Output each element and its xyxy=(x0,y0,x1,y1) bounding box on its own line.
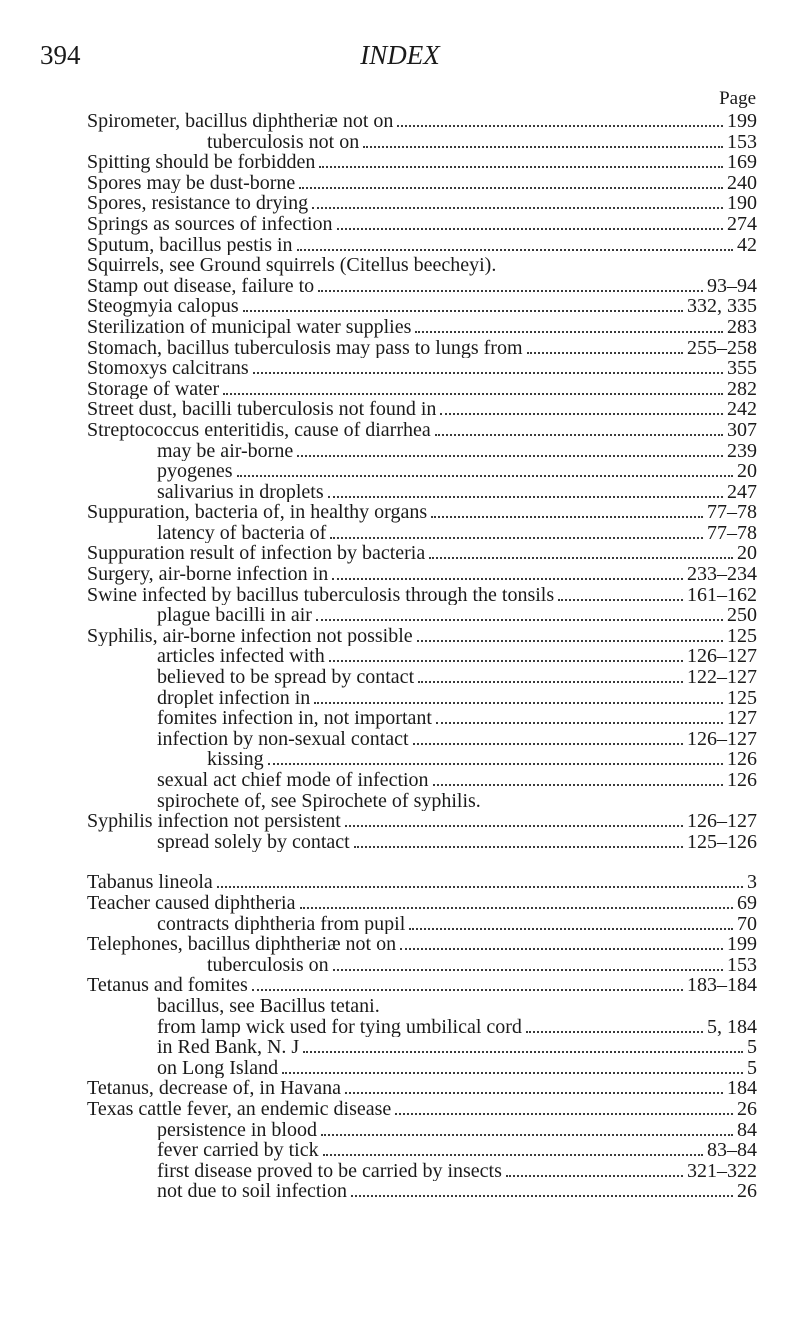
index-entry xyxy=(87,214,757,235)
dot-leader xyxy=(243,310,683,312)
dot-leader xyxy=(319,166,723,168)
entry-page: 153 xyxy=(727,954,757,976)
entry-page: 70 xyxy=(737,913,757,935)
index-entry xyxy=(87,1140,757,1161)
entry-text: infection by non-sexual contact xyxy=(157,728,409,750)
dot-leader xyxy=(433,784,723,786)
index-entry xyxy=(87,914,757,935)
dot-leader xyxy=(395,1113,733,1115)
index-entry xyxy=(87,1181,757,1202)
index-entry xyxy=(87,502,757,523)
index-entry xyxy=(87,934,757,955)
index-entry xyxy=(87,626,757,647)
index-entry xyxy=(87,646,757,667)
entry-text: Stamp out disease, failure to xyxy=(87,275,315,297)
index-entry xyxy=(87,235,757,256)
index-entry xyxy=(87,255,757,276)
dot-leader xyxy=(413,743,683,745)
entry-text: Sputum, bacillus pestis in xyxy=(87,234,293,256)
dot-leader xyxy=(318,290,703,292)
entry-text: tuberculosis on xyxy=(207,954,329,976)
entry-text: pyogenes xyxy=(157,461,233,482)
index-entry xyxy=(87,1161,757,1182)
index-entry xyxy=(87,996,757,1017)
dot-leader xyxy=(297,249,733,251)
entry-page: 242 xyxy=(727,399,757,420)
entry-page: 190 xyxy=(727,193,757,214)
entry-text: not due to soil infection xyxy=(157,1181,347,1202)
dot-leader xyxy=(303,1051,743,1053)
entry-text: Suppuration, bacteria of, in healthy organs xyxy=(87,502,428,523)
dot-leader xyxy=(252,989,683,991)
index-entry xyxy=(87,811,757,832)
dot-leader xyxy=(300,907,734,909)
dot-leader xyxy=(268,763,723,765)
index-entry xyxy=(87,173,757,194)
page-number: 394 xyxy=(40,40,81,70)
entry-page: 20 xyxy=(737,543,757,565)
entry-text: Surgery, air-borne infection in xyxy=(87,564,329,585)
dot-leader xyxy=(558,599,683,601)
entry-text: spread solely by contact xyxy=(157,831,350,853)
entry-page: 247 xyxy=(727,481,757,503)
page-title: INDEX xyxy=(360,40,440,70)
entry-page: 255–258 xyxy=(687,337,757,359)
index-entry xyxy=(87,379,757,400)
dot-leader xyxy=(354,846,683,848)
dot-leader xyxy=(323,1154,703,1156)
entry-text: Spitting should be forbidden xyxy=(87,152,316,173)
entry-page: 5 xyxy=(747,1057,757,1079)
index-entry xyxy=(87,317,757,338)
entry-page: 127 xyxy=(727,708,757,729)
index-entry xyxy=(87,1099,757,1120)
dot-leader xyxy=(223,393,723,395)
entry-text: Suppuration result of infection by bacteria xyxy=(87,543,426,565)
index-entry xyxy=(87,461,757,482)
entry-page: 199 xyxy=(727,111,757,132)
entry-page: 240 xyxy=(727,172,757,194)
index-entry xyxy=(87,441,757,462)
entry-text: Spores, resistance to drying xyxy=(87,193,309,214)
index-entry xyxy=(87,791,757,812)
entry-text: fever carried by tick xyxy=(157,1140,319,1161)
index-entry xyxy=(87,399,757,420)
index-entry xyxy=(87,543,757,564)
entry-text: plague bacilli in air xyxy=(157,605,312,626)
entry-page: 126–127 xyxy=(687,646,757,668)
entry-text: Tabanus lineola xyxy=(87,872,213,893)
entry-page: 233–234 xyxy=(687,564,757,585)
dot-leader xyxy=(436,722,723,724)
entry-text: Spirometer, bacillus diphtheriæ not on xyxy=(87,111,394,132)
dot-leader xyxy=(351,1195,733,1197)
dot-leader xyxy=(409,928,733,930)
entry-page: 199 xyxy=(727,934,757,955)
dot-leader xyxy=(345,1092,723,1094)
entry-text: tuberculosis not on xyxy=(207,131,360,153)
entry-page: 126–127 xyxy=(687,811,757,832)
entry-page: 126–127 xyxy=(687,728,757,750)
entry-page: 321–322 xyxy=(687,1160,757,1182)
entry-page: 77–78 xyxy=(707,502,757,523)
entry-text: Teacher caused diphtheria xyxy=(87,892,296,914)
entry-page: 307 xyxy=(727,419,757,441)
dot-leader xyxy=(418,681,683,683)
entry-text: Springs as sources of infection xyxy=(87,213,333,235)
index-entry xyxy=(87,523,757,544)
dot-leader xyxy=(217,886,743,888)
dot-leader xyxy=(314,702,723,704)
entry-page: 126 xyxy=(727,770,757,791)
index-entry xyxy=(87,872,757,893)
entry-page: 332, 335 xyxy=(687,296,757,317)
dot-leader xyxy=(282,1072,743,1074)
entry-text: droplet infection in xyxy=(157,687,311,709)
entry-text: articles infected with xyxy=(157,646,325,668)
index-entry xyxy=(87,564,757,585)
entry-text: Spores may be dust-borne xyxy=(87,172,296,194)
dot-leader xyxy=(435,434,723,436)
entry-page: 69 xyxy=(737,892,757,914)
index-entry xyxy=(87,893,757,914)
index-entry xyxy=(87,276,757,297)
index-entry xyxy=(87,605,757,626)
index-entry xyxy=(87,1037,757,1058)
page-header xyxy=(40,40,760,80)
index-entry xyxy=(87,338,757,359)
dot-leader xyxy=(328,496,723,498)
entry-page: 125 xyxy=(727,625,757,647)
dot-leader xyxy=(506,1175,683,1177)
dot-leader xyxy=(316,619,723,621)
entry-page: 283 xyxy=(727,316,757,338)
index-entry xyxy=(87,585,757,606)
entry-text: Storage of water xyxy=(87,378,220,400)
entry-page: 153 xyxy=(727,131,757,153)
entry-page: 26 xyxy=(737,1181,757,1202)
entry-text: from lamp wick used for tying umbilical cord xyxy=(157,1016,522,1038)
dot-leader xyxy=(440,413,723,415)
entry-text: Stomach, bacillus tuberculosis may pass to lungs from xyxy=(87,337,523,359)
dot-leader xyxy=(337,228,723,230)
index-entry xyxy=(87,152,757,173)
entry-text: contracts diphtheria from pupil xyxy=(157,913,406,935)
dot-leader xyxy=(321,1134,733,1136)
entry-page: 250 xyxy=(727,605,757,626)
entry-text: latency of bacteria of xyxy=(157,522,327,544)
entry-text: Steogmyia calopus xyxy=(87,296,239,317)
index-entry xyxy=(87,955,757,976)
entry-text: on Long Island xyxy=(157,1057,279,1079)
index-entry xyxy=(87,667,757,688)
entry-page: 42 xyxy=(737,234,757,256)
entry-page: 3 xyxy=(747,872,757,893)
entry-page: 83–84 xyxy=(707,1140,757,1161)
dot-leader xyxy=(431,516,703,518)
entry-page: 126 xyxy=(727,749,757,770)
entry-text: sexual act chief mode of infection xyxy=(157,770,429,791)
entry-page: 184 xyxy=(727,1078,757,1099)
dot-leader xyxy=(397,125,723,127)
entry-text: in Red Bank, N. J xyxy=(157,1037,300,1058)
dot-leader xyxy=(417,640,723,642)
dot-leader xyxy=(527,352,684,354)
entry-page: 20 xyxy=(737,461,757,482)
index-entry xyxy=(87,1017,757,1038)
index-entry xyxy=(87,688,757,709)
index-entry xyxy=(87,193,757,214)
entry-page: 26 xyxy=(737,1098,757,1120)
entry-text: believed to be spread by contact xyxy=(157,667,415,688)
index-entry xyxy=(87,770,757,791)
index-entries xyxy=(87,111,757,1202)
dot-leader xyxy=(330,537,703,539)
entry-page: 274 xyxy=(727,213,757,235)
entry-page: 84 xyxy=(737,1119,757,1141)
entry-text: Street dust, bacilli tuberculosis not found in xyxy=(87,399,437,420)
index-entry xyxy=(87,358,757,379)
entry-page: 355 xyxy=(727,358,757,379)
entry-text: Texas cattle fever, an endemic disease xyxy=(87,1098,392,1120)
entry-text: Squirrels, see Ground squirrels (Citellus beecheyi). xyxy=(87,255,497,276)
entry-text: first disease proved to be carried by insects xyxy=(157,1160,502,1182)
entry-text: kissing xyxy=(207,749,264,770)
entry-text: spirochete of, see Spirochete of syphilis. xyxy=(157,790,481,812)
dot-leader xyxy=(333,969,723,971)
dot-leader xyxy=(363,146,723,148)
entry-text: may be air-borne xyxy=(157,440,294,462)
page-column-label: Page xyxy=(719,88,756,109)
index-entry xyxy=(87,749,757,770)
dot-leader xyxy=(429,557,733,559)
entry-text: Tetanus, decrease of, in Havana xyxy=(87,1078,342,1099)
index-entry xyxy=(87,482,757,503)
entry-page: 125 xyxy=(727,687,757,709)
index-entry xyxy=(87,975,757,996)
entry-page: 5 xyxy=(747,1037,757,1058)
index-entry xyxy=(87,132,757,153)
dot-leader xyxy=(400,948,723,950)
index-entry xyxy=(87,296,757,317)
entry-page: 282 xyxy=(727,378,757,400)
index-entry xyxy=(87,420,757,441)
entry-text: bacillus, see Bacillus tetani. xyxy=(157,995,380,1017)
index-entry xyxy=(87,729,757,750)
entry-page: 125–126 xyxy=(687,831,757,853)
entry-text: Streptococcus enteritidis, cause of diarrhea xyxy=(87,419,431,441)
entry-page: 5, 184 xyxy=(707,1016,757,1038)
entry-page: 169 xyxy=(727,152,757,173)
index-entry xyxy=(87,111,757,132)
dot-leader xyxy=(345,825,683,827)
entry-text: Telephones, bacillus diphtheriæ not on xyxy=(87,934,397,955)
entry-text: Tetanus and fomites xyxy=(87,975,248,996)
dot-leader xyxy=(297,455,723,457)
entry-page: 122–127 xyxy=(687,667,757,688)
dot-leader xyxy=(415,331,723,333)
index-entry xyxy=(87,1078,757,1099)
entry-page: 93–94 xyxy=(707,275,757,297)
index-entry xyxy=(87,832,757,853)
entry-page: 77–78 xyxy=(707,522,757,544)
entry-text: Syphilis infection not persistent xyxy=(87,811,341,832)
entry-text: Swine infected by bacillus tuberculosis through the tonsils xyxy=(87,584,555,606)
dot-leader xyxy=(299,187,723,189)
dot-leader xyxy=(329,660,683,662)
entry-text: persistence in blood xyxy=(157,1119,317,1141)
index-entry xyxy=(87,1120,757,1141)
entry-text: fomites infection in, not important xyxy=(157,708,432,729)
dot-leader xyxy=(253,372,723,374)
dot-leader xyxy=(237,475,733,477)
entry-page: 161–162 xyxy=(687,584,757,606)
entry-page: 183–184 xyxy=(687,975,757,996)
dot-leader xyxy=(312,207,723,209)
index-entry xyxy=(87,708,757,729)
entry-text: Stomoxys calcitrans xyxy=(87,358,249,379)
entry-text: salivarius in droplets xyxy=(157,481,324,503)
entry-text: Sterilization of municipal water supplies xyxy=(87,316,412,338)
index-entry xyxy=(87,1058,757,1079)
dot-leader xyxy=(332,578,683,580)
entry-page: 239 xyxy=(727,440,757,462)
dot-leader xyxy=(526,1031,703,1033)
entry-text: Syphilis, air-borne infection not possible xyxy=(87,625,413,647)
